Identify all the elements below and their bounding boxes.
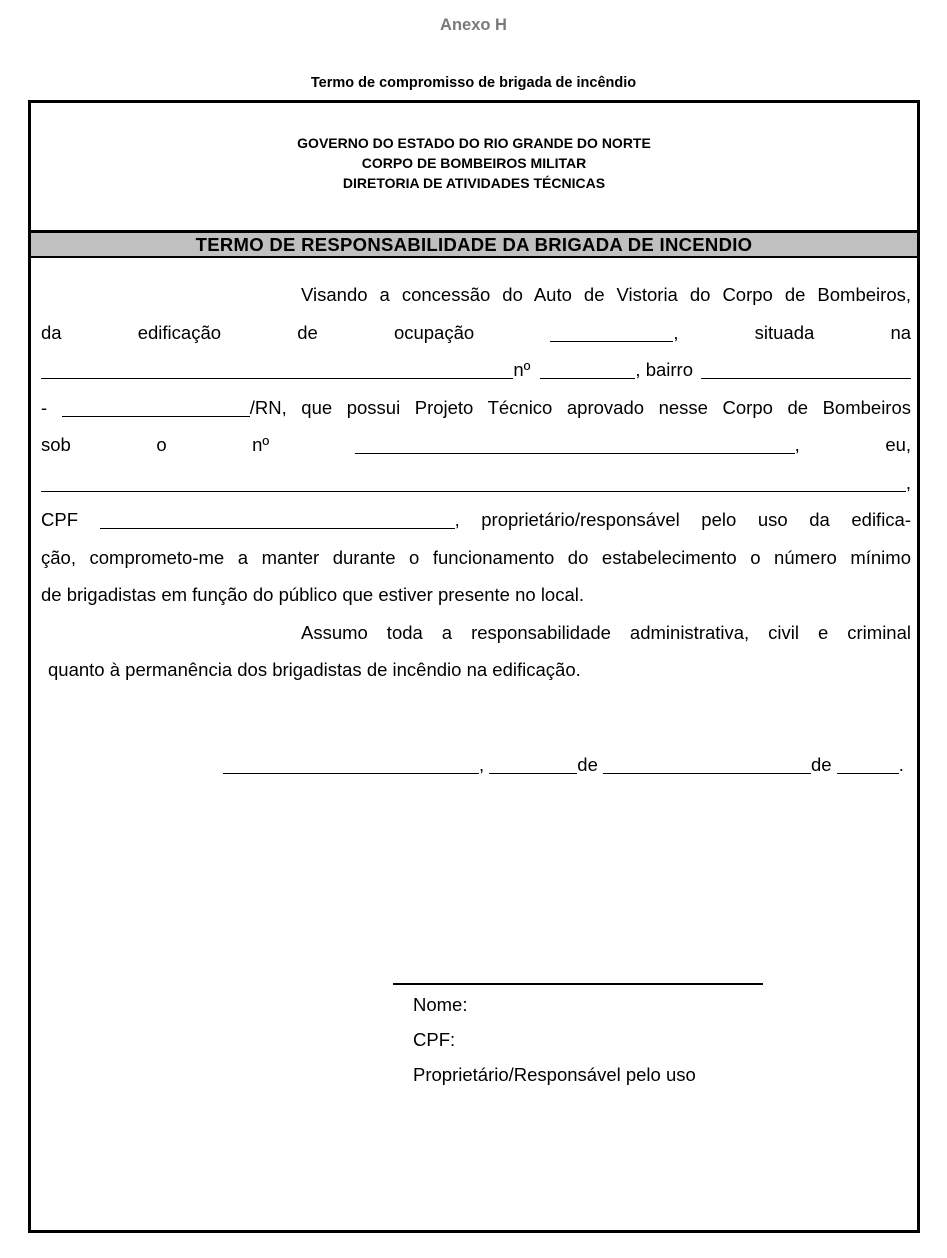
city-group [62, 397, 911, 418]
body-line-10-text: Assumo toda a responsabilidade administrativa, civil e criminal [301, 621, 911, 643]
word: ocupação [393, 321, 475, 343]
body-line-11 [41, 651, 911, 689]
body-line-10 [41, 614, 911, 652]
blank-ano[interactable] [837, 759, 899, 774]
blank-numero[interactable] [540, 364, 635, 379]
form-title-banner: TERMO DE RESPONSABILIDADE DA BRIGADA DE INCENDIO [31, 230, 917, 258]
signature-cpf-label: CPF: [413, 1029, 456, 1050]
signature-line[interactable] [393, 963, 763, 985]
body-line-7 [41, 501, 911, 539]
word: o [156, 434, 167, 455]
comma: , [673, 321, 679, 343]
cpf-label: CPF [41, 509, 78, 530]
blank-endereco[interactable] [41, 364, 513, 379]
body-line-11-text: quanto à permanência dos brigadistas de incêndio na edificação. [48, 659, 581, 680]
numero-label: nº [252, 434, 270, 455]
occupancy-group [550, 322, 678, 343]
word: situada [754, 321, 815, 343]
comma: , [479, 754, 485, 775]
form-box [28, 100, 920, 1233]
word: na [890, 321, 911, 343]
comma: , [905, 471, 911, 493]
body-line-1-text: Visando a concessão do Auto de Vistoria do Corpo de Bombeiros, [301, 284, 911, 305]
dash: - [41, 396, 48, 418]
de-label: de [811, 754, 832, 775]
cpf-group [100, 509, 911, 530]
blank-dia[interactable] [489, 759, 577, 774]
period: . [898, 754, 904, 775]
body-line-8 [41, 539, 911, 577]
body-line-3 [41, 351, 911, 389]
body-line-7-text: , proprietário/responsável pelo uso da edifica- [454, 509, 911, 530]
blank-municipio[interactable] [62, 402, 250, 417]
signature-name-label: Nome: [413, 994, 468, 1015]
blank-bairro[interactable] [701, 364, 911, 379]
numero-label: nº [513, 359, 531, 380]
body-line-4-text: /RN, que possui Projeto Técnico aprovado nesse Corpo de Bombeiros [249, 396, 911, 418]
blank-projeto-numero[interactable] [355, 439, 795, 454]
org-line-government: GOVERNO DO ESTADO DO RIO GRANDE DO NORTE [297, 135, 651, 151]
word: sob [41, 434, 71, 455]
body-line-9-text: de brigadistas em função do público que estiver presente no local. [41, 584, 585, 605]
blank-ocupacao[interactable] [550, 327, 673, 342]
org-line-directorate: DIRETORIA DE ATIVIDADES TÉCNICAS [342, 175, 606, 191]
body-line-4 [41, 389, 911, 427]
body-line-2 [41, 314, 911, 352]
signature-block [393, 963, 763, 1092]
de-label: de [577, 754, 598, 775]
project-number-group [355, 434, 800, 455]
word: edificação [137, 321, 222, 343]
body-line-8-text: ção, comprometo-me a manter durante o funcionamento do estabelecimento o número mínimo [41, 546, 911, 568]
blank-mes[interactable] [603, 759, 811, 774]
signature-labels [413, 987, 763, 1092]
blank-nome-proprietario[interactable] [41, 477, 906, 492]
blank-cidade[interactable] [223, 759, 479, 774]
bairro-label: , bairro [635, 359, 693, 380]
doc-subtitle: Termo de compromisso de brigada de incêndio [310, 75, 637, 91]
word: eu, [885, 434, 911, 455]
org-header [31, 133, 917, 193]
signature-role-label: Proprietário/Responsável pelo uso [413, 1064, 696, 1085]
blank-cpf[interactable] [100, 514, 455, 529]
body-line-9 [41, 576, 911, 614]
org-line-corps: CORPO DE BOMBEIROS MILITAR [361, 155, 587, 171]
body-line-6 [41, 464, 911, 502]
annex-label: Anexo H [440, 16, 507, 34]
date-line [41, 746, 911, 784]
word: de [297, 321, 318, 343]
body-line-5 [41, 426, 911, 464]
form-body [41, 276, 911, 689]
word: da [41, 321, 62, 343]
comma: , [794, 434, 800, 455]
body-line-1 [41, 276, 911, 314]
